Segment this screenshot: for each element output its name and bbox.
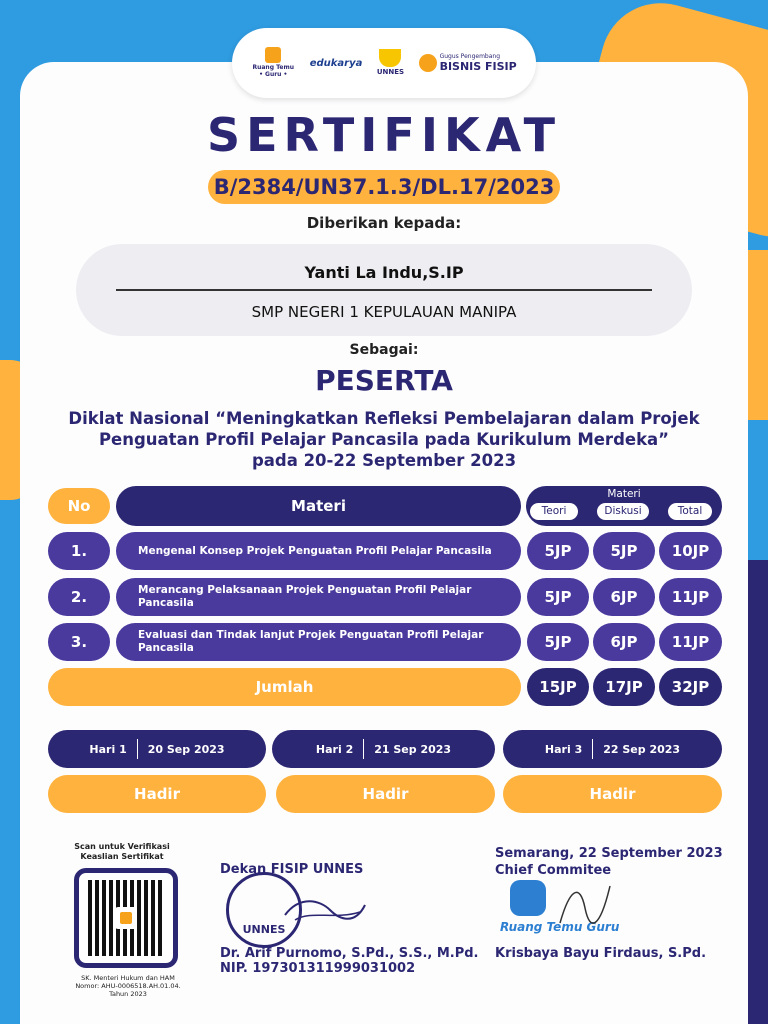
day-divider — [137, 739, 138, 759]
day-date: 21 Sep 2023 — [374, 742, 452, 756]
bisnis-top-text: Gugus Pengembang — [439, 53, 501, 60]
edukarya-logo — [310, 58, 363, 69]
row-teori: 5JP — [527, 532, 589, 570]
event-description — [40, 408, 728, 471]
bisnis-fisip-logo — [419, 53, 517, 73]
day-divider — [363, 739, 364, 759]
header-total: Total — [668, 503, 712, 520]
row-total: 11JP — [659, 623, 722, 661]
stamp-text: UNNES — [242, 923, 286, 936]
unnes-emblem-icon — [379, 49, 401, 67]
ruangtemu-icon — [265, 47, 281, 63]
row-no: 3. — [48, 623, 110, 661]
qr-note-line: Nomor: AHU-0006518.AH.01.04. — [75, 982, 181, 990]
row-total: 11JP — [659, 578, 722, 616]
row-teori: 5JP — [527, 578, 589, 616]
signatory2-title: Chief Commitee — [495, 863, 612, 878]
edukarya-text: edukarya — [309, 57, 363, 69]
certificate-title: SERTIFIKAT — [207, 108, 561, 162]
header-no: No — [48, 488, 110, 524]
ruangtemu-guru-logo-icon — [510, 880, 546, 916]
qr-center-logo-icon — [115, 907, 137, 929]
ruangtemu-guru-logo: Ruang Temu Guru — [500, 920, 620, 934]
attendance-status-1: Hadir — [48, 775, 266, 813]
qr-code-frame[interactable] — [74, 868, 178, 968]
signature-scribble-2 — [555, 878, 615, 933]
as-label: Sebagai: — [349, 342, 419, 358]
description-line: Penguatan Profil Pelajar Pancasila pada Kurikulum Merdeka” — [98, 430, 670, 449]
day-date: 22 Sep 2023 — [603, 742, 681, 756]
name-divider — [116, 289, 652, 291]
row-total: 10JP — [659, 532, 722, 570]
day-label: Hari 3 — [544, 742, 583, 756]
header-materi: Materi — [116, 486, 521, 526]
header-diskusi: Diskusi — [597, 503, 649, 520]
qr-note-line: Tahun 2023 — [109, 990, 147, 998]
day-date: 20 Sep 2023 — [147, 742, 225, 756]
sum-label: Jumlah — [48, 668, 521, 706]
row-materi: Merancang Pelaksanaan Projek Penguatan Profil Pelajar Pancasila — [116, 578, 521, 616]
role-title: PESERTA — [315, 364, 453, 397]
sum-teori: 15JP — [527, 668, 589, 706]
day-label: Hari 2 — [315, 742, 354, 756]
sun-icon — [419, 54, 437, 72]
header-materi-group: Materi — [607, 488, 641, 500]
signatory2-place-date: Semarang, 22 September 2023 — [495, 846, 723, 861]
qr-note-line: SK. Menteri Hukum dan HAM — [81, 974, 175, 982]
recipient-name: Yanti La Indu,S.IP — [304, 263, 464, 282]
signatory1-nip: NIP. 197301311999031002 — [220, 961, 416, 976]
row-teori: 5JP — [527, 623, 589, 661]
logo-bar — [232, 28, 536, 98]
sum-diskusi: 17JP — [593, 668, 655, 706]
day-label: Hari 1 — [89, 742, 127, 756]
qr-note — [58, 974, 198, 998]
signature-scribble-1 — [280, 890, 370, 930]
row-no: 1. — [48, 532, 110, 570]
attendance-day-2 — [272, 730, 495, 768]
attendance-status-2: Hadir — [276, 775, 495, 813]
unnes-text: UNNES — [376, 68, 405, 77]
description-line: Diklat Nasional “Meningkatkan Refleksi Pembelajaran dalam Projek — [68, 409, 700, 428]
sum-total: 32JP — [659, 668, 722, 706]
qr-label: Scan untuk Verifikasi Keaslian Sertifikat — [74, 842, 170, 861]
row-diskusi: 5JP — [593, 532, 655, 570]
bisnis-main-text: BISNIS FISIP — [439, 60, 517, 73]
header-teori: Teori — [530, 503, 578, 520]
row-diskusi: 6JP — [593, 623, 655, 661]
row-materi: Evaluasi dan Tindak lanjut Projek Penguatan Profil Pelajar Pancasila — [116, 623, 521, 661]
attendance-status-3: Hadir — [503, 775, 722, 813]
attendance-day-3 — [503, 730, 722, 768]
unnes-logo — [377, 49, 404, 77]
given-to-label: Diberikan kepada: — [306, 214, 462, 232]
row-diskusi: 6JP — [593, 578, 655, 616]
recipient-school: SMP NEGERI 1 KEPULAUAN MANIPA — [251, 303, 517, 321]
description-line: pada 20-22 September 2023 — [251, 451, 517, 470]
signatory1-title: Dekan FISIP UNNES — [220, 862, 364, 877]
signatory1-name: Dr. Arif Purnomo, S.Pd., S.S., M.Pd. — [220, 946, 479, 961]
attendance-day-1 — [48, 730, 266, 768]
row-materi: Mengenal Konsep Projek Penguatan Profil Pelajar Pancasila — [116, 532, 521, 570]
day-divider — [592, 739, 593, 759]
certificate-number: B/2384/UN37.1.3/DL.17/2023 — [208, 170, 560, 204]
signatory2-name: Krisbaya Bayu Firdaus, S.Pd. — [495, 946, 707, 961]
ruangtemu-logo — [251, 47, 295, 78]
ruangtemu-text: Ruang Temu • Guru • — [252, 64, 294, 78]
row-no: 2. — [48, 578, 110, 616]
